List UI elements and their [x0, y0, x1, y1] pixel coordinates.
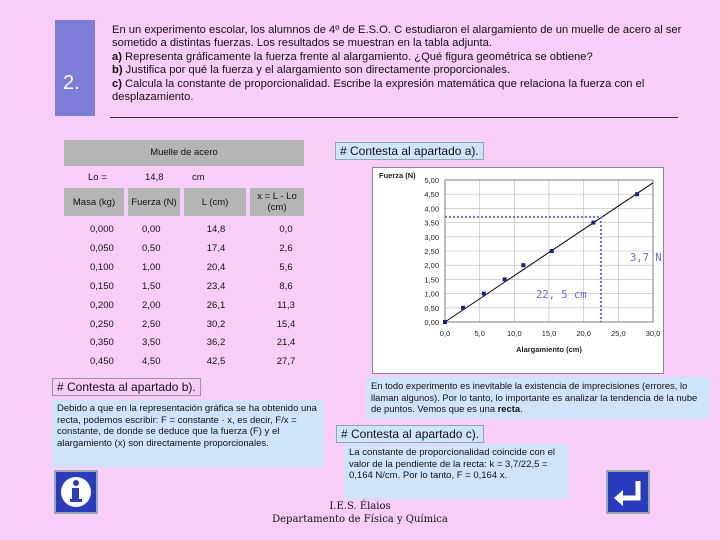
table-cell: 4,50: [142, 356, 161, 368]
lo-label: Lo =: [88, 172, 107, 183]
y-tick-label: 2,00: [424, 261, 439, 271]
x-tick-label: 5,0: [474, 329, 485, 338]
y-tick-label: 2,50: [424, 247, 439, 256]
table-cell: 1,00: [142, 261, 161, 273]
x-tick-label: 10,0: [507, 329, 522, 338]
y-tick-label: 1,00: [424, 289, 439, 299]
table-cell: 0,350: [90, 337, 114, 349]
note-box: En todo experimento es inevitable la existencia de imprecisiones (errores, lo llaman algunos). Por lo tanto, lo importante es analizar la tendencia de la nube de puntos. Vemos que es una recta.: [366, 377, 710, 419]
table-cell: 0,100: [90, 261, 114, 273]
table-cell: 8,6: [279, 280, 293, 292]
table-cell: 20,4: [206, 261, 226, 273]
table-cell: 42,5: [206, 356, 226, 368]
data-point: [521, 263, 525, 267]
table-header: Fuerza (N): [128, 188, 180, 216]
table-cell: 21,4: [276, 337, 296, 349]
table-cell: 0,000: [90, 224, 114, 235]
exercise-number-box: [55, 20, 95, 116]
table-cell: 30,2: [206, 318, 226, 330]
x-tick-label: 20,0: [576, 329, 591, 338]
table-header: Masa (kg): [64, 188, 124, 216]
annotation-force: 3,7 N: [630, 252, 662, 264]
table-cell: 0,50: [142, 242, 161, 254]
table-cell: 27,7: [276, 356, 296, 368]
y-tick-label: 0,00: [424, 318, 439, 327]
table-cell: 1,50: [142, 280, 161, 292]
answer-c-tag[interactable]: # Contesta al apartado c).: [336, 425, 484, 443]
statement-b: b) Justifica por qué la fuerza y el alargamiento son directamente proporcionales.: [112, 64, 510, 77]
divider: [110, 117, 678, 118]
table-cell: 11,3: [277, 299, 295, 311]
answer-b-box: Debido a que en la representación gráfica se ha obtenido una recta, podemos escribir: F = constante · x, es decir, F/x = constante, de donde se deduce que la fuerza (F) y el alargamiento (x) son directamente proporcionales.: [52, 400, 324, 467]
y-tick-label: 4,00: [424, 204, 439, 214]
table-title: Muelle de acero: [64, 140, 304, 166]
y-axis-title: Fuerza (N): [379, 171, 416, 180]
data-point: [482, 292, 486, 296]
x-tick-label: 0,0: [439, 329, 451, 338]
table-cell: 3,50: [142, 337, 161, 349]
table-cell: 0,150: [90, 280, 114, 292]
footer-school: I.E.S. Élaios: [329, 501, 391, 512]
y-tick-label: 1,50: [424, 275, 439, 285]
data-point: [591, 221, 595, 225]
footer-department: Departamento de Física y Química: [272, 514, 448, 525]
exercise-number: 2.: [63, 72, 80, 94]
table-cell: 0,450: [90, 356, 114, 368]
table-cell: 15,4: [276, 318, 296, 330]
y-tick-label: 3,50: [424, 218, 439, 228]
table-cell: 0,200: [90, 299, 114, 311]
table-cell: 0,0: [279, 224, 293, 235]
x-axis-title: Alargamiento (cm): [516, 345, 582, 354]
table-cell: 2,50: [142, 318, 161, 330]
table-cell: 2,6: [279, 242, 293, 254]
lo-unit: cm: [192, 172, 205, 183]
table-cell: 36,2: [206, 337, 226, 349]
problem-statement: [112, 24, 697, 104]
y-tick-label: 3,00: [424, 232, 439, 242]
table-cell: 2,00: [142, 299, 161, 311]
data-point: [461, 306, 465, 310]
info-icon: [56, 472, 96, 512]
footer: [240, 500, 480, 526]
annotation-elongation: 22, 5 cm: [536, 289, 587, 301]
table-header: L (cm): [184, 188, 246, 216]
x-tick-label: 15,0: [541, 329, 557, 338]
table-cell: 0,00: [142, 224, 161, 235]
table-cell: 0,050: [90, 242, 114, 254]
table-cell: 26,1: [206, 299, 226, 311]
x-tick-label: 30,0: [645, 329, 661, 338]
y-tick-label: 4,50: [424, 190, 439, 200]
statement-c: c) Calcula la constante de proporcionalidad. Escribe la expresión matemática que relaciona la fuerza con el desplazamiento.: [112, 77, 645, 104]
chart-svg: [373, 168, 663, 373]
info-button[interactable]: [54, 470, 98, 514]
table-cell: 23,4: [206, 280, 226, 292]
table-cell: 14,8: [206, 224, 226, 235]
statement-intro: En un experimento escolar, los alumnos de 4º de E.S.O. C estudiaron el alargamiento de un muelle de acero al ser sometido a distintas fuerzas. Los resultados se muestran en la tabla adjunta.: [112, 24, 682, 50]
y-tick-label: 0,50: [424, 303, 439, 313]
data-point: [443, 320, 447, 324]
y-tick-label: 5,00: [424, 176, 439, 185]
answer-b-tag[interactable]: # Contesta al apartado b).: [52, 378, 201, 396]
table-header: x = L - Lo (cm): [250, 188, 304, 216]
table-cell: 17,4: [206, 242, 226, 254]
data-point: [550, 249, 554, 253]
statement-a: a) Representa gráficamente la fuerza frente al alargamiento. ¿Qué figura geométrica se obtiene?: [112, 50, 593, 63]
answer-a-tag[interactable]: # Contesta al apartado a).: [335, 142, 484, 160]
data-point: [503, 277, 507, 281]
return-button[interactable]: [606, 470, 650, 514]
force-vs-elongation-chart: [372, 167, 664, 374]
return-icon: [608, 472, 648, 512]
table-cell: 0,250: [90, 318, 114, 330]
x-tick-label: 25,0: [611, 329, 626, 338]
data-point: [635, 192, 639, 196]
answer-c-box: La constante de proporcionalidad coincide con el valor de la pendiente de la recta: k = 3,7/22,5 = 0,164 N/cm. Por lo tanto, F = 0,164 x.: [344, 444, 568, 499]
lo-value: 14,8: [145, 172, 164, 183]
table-cell: 5,6: [279, 261, 293, 273]
